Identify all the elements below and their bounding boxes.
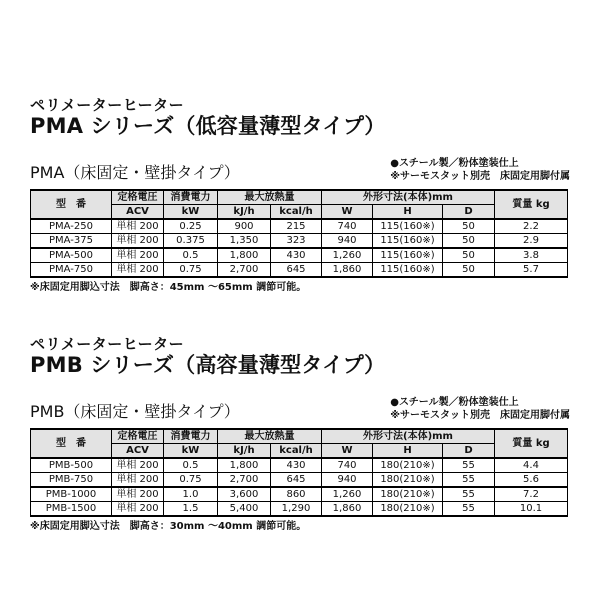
- unit-kcalh: kcal/h: [271, 444, 322, 459]
- table-cell: 1,350: [218, 234, 271, 249]
- table-cell: 単相 200: [112, 219, 164, 234]
- table-cell: 0.75: [164, 473, 218, 488]
- table-cell: 1,800: [218, 248, 271, 263]
- table-row: [31, 487, 568, 502]
- table-row: [31, 473, 568, 488]
- table-cell: 単相 200: [112, 502, 164, 517]
- model-type-subtitle: PMB（床固定・壁掛タイプ）: [30, 402, 240, 421]
- accessory-note: ※サーモスタット別売 床固定用脚付属: [390, 410, 570, 421]
- material-note: ●スチール製／粉体塗装仕上: [390, 158, 519, 169]
- table-cell: 2.2: [495, 219, 568, 234]
- col-header-heat: 最大放熱量: [218, 429, 322, 444]
- table-cell: 430: [271, 248, 322, 263]
- col-header-dims: 外形寸法(本体)mm: [322, 190, 495, 205]
- series-title-pmb: PMB シリーズ（高容量薄型タイプ）: [30, 353, 386, 377]
- table-cell: 0.375: [164, 234, 218, 249]
- table-cell: 180(210※): [373, 502, 443, 517]
- unit-kw: kW: [164, 205, 218, 220]
- leg-dimension-footnote: ※床固定用脚込寸法 脚高さ：45mm ～65mm 調節可能。: [30, 282, 307, 293]
- product-category-label: ペリメーターヒーター: [30, 335, 185, 353]
- table-cell: 1,260: [322, 487, 373, 502]
- table-cell: 5.6: [495, 473, 568, 488]
- unit-kw: kW: [164, 444, 218, 459]
- header-row-units: [31, 205, 568, 220]
- table-cell: 2.9: [495, 234, 568, 249]
- table-cell: 0.75: [164, 263, 218, 278]
- table-cell: PMA-500: [31, 248, 112, 263]
- spec-table-pma: [30, 189, 568, 278]
- unit-w: W: [322, 205, 373, 220]
- table-cell: PMB-1000: [31, 487, 112, 502]
- header-row-units: [31, 444, 568, 459]
- table-cell: PMB-1500: [31, 502, 112, 517]
- table-cell: 215: [271, 219, 322, 234]
- table-cell: 940: [322, 234, 373, 249]
- unit-d: D: [443, 444, 495, 459]
- table-cell: 単相 200: [112, 263, 164, 278]
- col-header-power: 消費電力: [164, 429, 218, 444]
- table-cell: 50: [443, 234, 495, 249]
- table-cell: 323: [271, 234, 322, 249]
- model-type-subtitle: PMA（床固定・壁掛タイプ）: [30, 163, 240, 182]
- table-cell: 5,400: [218, 502, 271, 517]
- table-cell: 115(160※): [373, 248, 443, 263]
- table-row: [31, 219, 568, 234]
- header-row-groups: [31, 190, 568, 205]
- table-cell: 1,860: [322, 502, 373, 517]
- series-title-pma: PMA シリーズ（低容量薄型タイプ）: [30, 114, 386, 138]
- unit-acv: ACV: [112, 444, 164, 459]
- col-header-mass: 質量 kg: [495, 190, 568, 219]
- subtitle-row: [30, 394, 570, 422]
- spec-table-body: [31, 219, 568, 277]
- unit-kjh: kJ/h: [218, 205, 271, 220]
- table-cell: 7.2: [495, 487, 568, 502]
- table-cell: PMA-375: [31, 234, 112, 249]
- table-cell: 1.5: [164, 502, 218, 517]
- table-cell: 単相 200: [112, 248, 164, 263]
- table-cell: 50: [443, 248, 495, 263]
- section-pmb: [30, 336, 570, 533]
- col-header-heat: 最大放熱量: [218, 190, 322, 205]
- unit-d: D: [443, 205, 495, 220]
- table-row: [31, 502, 568, 517]
- table-cell: 860: [271, 487, 322, 502]
- table-row: [31, 234, 568, 249]
- unit-kjh: kJ/h: [218, 444, 271, 459]
- col-header-voltage: 定格電圧: [112, 190, 164, 205]
- table-cell: 55: [443, 487, 495, 502]
- section-pma: [30, 97, 570, 294]
- col-header-mass: 質量 kg: [495, 429, 568, 458]
- table-cell: 180(210※): [373, 458, 443, 473]
- col-header-dims: 外形寸法(本体)mm: [322, 429, 495, 444]
- subtitle-row: [30, 155, 570, 183]
- table-cell: 2,700: [218, 473, 271, 488]
- table-cell: 940: [322, 473, 373, 488]
- leg-dimension-footnote: ※床固定用脚込寸法 脚高さ：30mm ～40mm 調節可能。: [30, 521, 307, 532]
- table-cell: 4.4: [495, 458, 568, 473]
- table-cell: 3,600: [218, 487, 271, 502]
- product-notes: [390, 157, 570, 183]
- table-cell: PMB-500: [31, 458, 112, 473]
- table-cell: 5.7: [495, 263, 568, 278]
- table-cell: 740: [322, 458, 373, 473]
- material-note: ●スチール製／粉体塗装仕上: [390, 397, 519, 408]
- col-header-voltage: 定格電圧: [112, 429, 164, 444]
- accessory-note: ※サーモスタット別売 床固定用脚付属: [390, 171, 570, 182]
- table-cell: 1,260: [322, 248, 373, 263]
- table-cell: 1,860: [322, 263, 373, 278]
- table-cell: 1.0: [164, 487, 218, 502]
- table-cell: 単相 200: [112, 473, 164, 488]
- unit-kcalh: kcal/h: [271, 205, 322, 220]
- table-cell: 180(210※): [373, 473, 443, 488]
- product-category-label: ペリメーターヒーター: [30, 96, 185, 114]
- table-cell: 115(160※): [373, 263, 443, 278]
- table-row: [31, 263, 568, 278]
- product-notes: [390, 396, 570, 422]
- spec-table-body: [31, 458, 568, 516]
- table-cell: 115(160※): [373, 234, 443, 249]
- table-cell: 55: [443, 458, 495, 473]
- table-cell: 55: [443, 473, 495, 488]
- table-cell: PMB-750: [31, 473, 112, 488]
- table-cell: 単相 200: [112, 234, 164, 249]
- table-cell: 180(210※): [373, 487, 443, 502]
- table-cell: 900: [218, 219, 271, 234]
- table-row: [31, 248, 568, 263]
- table-cell: 3.8: [495, 248, 568, 263]
- table-cell: 430: [271, 458, 322, 473]
- table-cell: 55: [443, 502, 495, 517]
- table-cell: 0.5: [164, 248, 218, 263]
- header-row-groups: [31, 429, 568, 444]
- table-cell: 1,290: [271, 502, 322, 517]
- table-cell: 0.5: [164, 458, 218, 473]
- table-cell: 10.1: [495, 502, 568, 517]
- table-cell: 50: [443, 219, 495, 234]
- col-header-power: 消費電力: [164, 190, 218, 205]
- table-cell: 740: [322, 219, 373, 234]
- table-cell: 0.25: [164, 219, 218, 234]
- table-cell: 50: [443, 263, 495, 278]
- table-cell: 1,800: [218, 458, 271, 473]
- table-cell: 2,700: [218, 263, 271, 278]
- table-cell: 115(160※): [373, 219, 443, 234]
- table-cell: PMA-250: [31, 219, 112, 234]
- table-cell: 645: [271, 263, 322, 278]
- table-cell: 単相 200: [112, 458, 164, 473]
- col-header-model: 型 番: [31, 429, 112, 458]
- col-header-model: 型 番: [31, 190, 112, 219]
- unit-acv: ACV: [112, 205, 164, 220]
- table-cell: 645: [271, 473, 322, 488]
- unit-h: H: [373, 444, 443, 459]
- unit-w: W: [322, 444, 373, 459]
- spec-table-pmb: [30, 428, 568, 517]
- unit-h: H: [373, 205, 443, 220]
- table-row: [31, 458, 568, 473]
- table-cell: PMA-750: [31, 263, 112, 278]
- table-cell: 単相 200: [112, 487, 164, 502]
